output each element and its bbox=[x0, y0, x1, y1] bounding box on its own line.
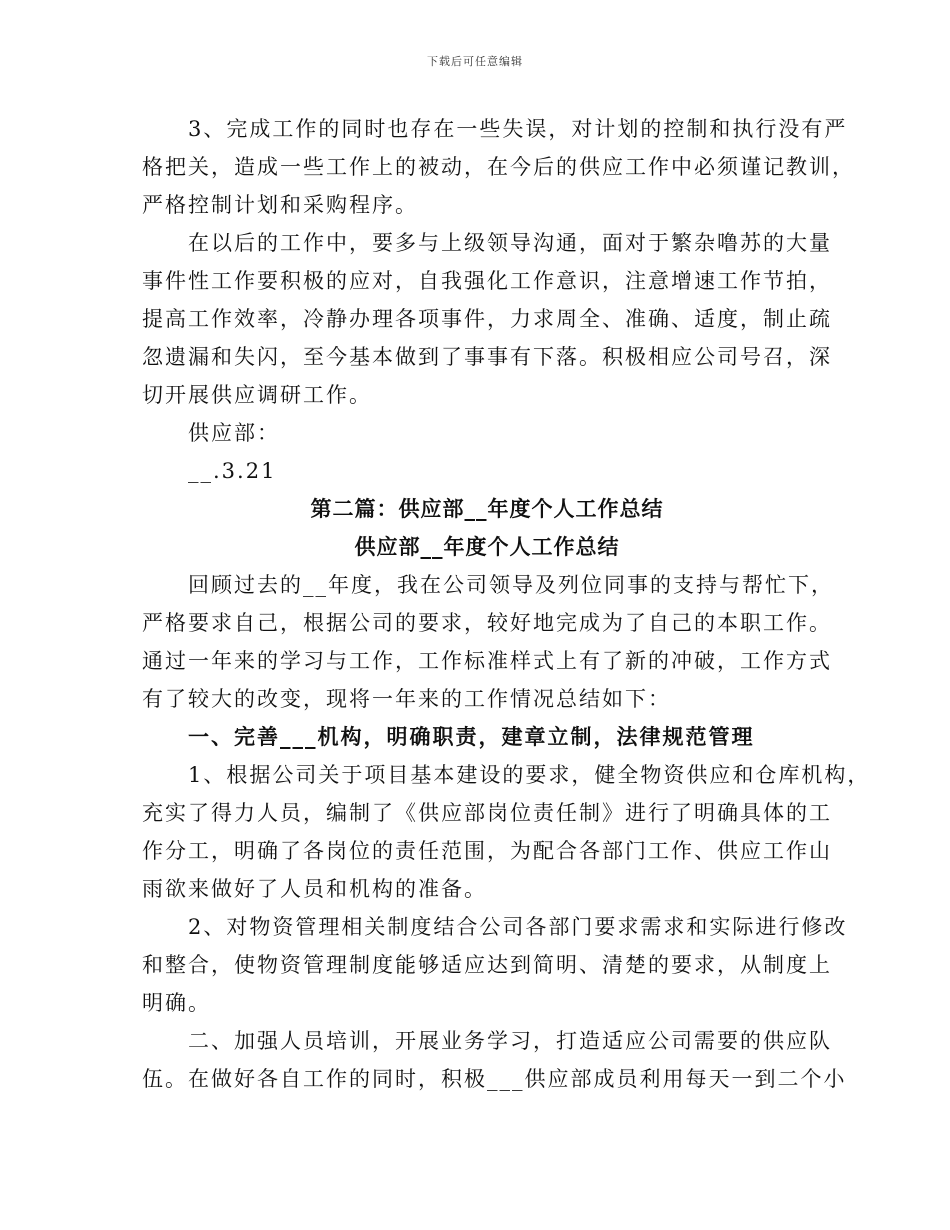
paragraph-line: 二、加强人员培训，开展业务学习，打造适应公司需要的供应队 bbox=[188, 1029, 832, 1053]
paragraph-line: 雨欲来做好了人员和机构的准备。 bbox=[142, 877, 487, 901]
section-title: 第二篇：供应部__年度个人工作总结 bbox=[310, 496, 664, 521]
paragraph-line: 事件性工作要积极的应对，自我强化工作意识，注意增速工作节拍， bbox=[142, 269, 832, 293]
paragraph-line: 明确。 bbox=[142, 991, 211, 1015]
signature-department: 供应部： bbox=[188, 421, 280, 445]
paragraph-line: 在以后的工作中，要多与上级领导沟通，面对于繁杂噜苏的大量 bbox=[188, 231, 832, 255]
paragraph-line: 回顾过去的__年度，我在公司领导及列位同事的支持与帮忙下， bbox=[188, 573, 834, 597]
paragraph-line: 充实了得力人员，编制了《供应部岗位责任制》进行了明确具体的工 bbox=[142, 801, 832, 825]
paragraph-line: 提高工作效率，冷静办理各项事件，力求周全、准确、适度，制止疏 bbox=[142, 307, 832, 331]
document-body bbox=[142, 110, 871, 1098]
paragraph-line: 格把关，造成一些工作上的被动，在今后的供应工作中必须谨记教训， bbox=[142, 155, 855, 179]
paragraph-line: 切开展供应调研工作。 bbox=[142, 383, 372, 407]
paragraph-line: 有了较大的改变，现将一年来的工作情况总结如下： bbox=[142, 687, 671, 711]
paragraph-line: 严格要求自己，根据公司的要求，较好地完成为了自己的本职工作。 bbox=[142, 611, 832, 635]
paragraph-line: 1、根据公司关于项目基本建设的要求，健全物资供应和仓库机构， bbox=[188, 763, 871, 787]
signature-date: __.3.21 bbox=[188, 459, 277, 483]
paragraph-line: 和整合，使物资管理制度能够适应达到简明、清楚的要求，从制度上 bbox=[142, 953, 832, 977]
paragraph-line: 伍。在做好各自工作的同时，积极___供应部成员利用每天一到二个小 bbox=[142, 1067, 847, 1091]
page-header: 下载后可任意编辑 bbox=[427, 55, 523, 68]
document-subtitle: 供应部__年度个人工作总结 bbox=[354, 534, 620, 559]
section-heading: 一、完善___机构，明确职责，建章立制，法律规范管理 bbox=[188, 724, 755, 749]
paragraph-line: 通过一年来的学习与工作，工作标准样式上有了新的冲破，工作方式 bbox=[142, 649, 832, 673]
paragraph-line: 严格控制计划和采购程序。 bbox=[142, 193, 418, 217]
paragraph-line: 忽遗漏和失闪，至今基本做到了事事有下落。积极相应公司号召，深 bbox=[142, 345, 832, 369]
paragraph-line: 2、对物资管理相关制度结合公司各部门要求需求和实际进行修改 bbox=[188, 915, 848, 939]
paragraph-line: 3、完成工作的同时也存在一些失误，对计划的控制和执行没有严 bbox=[188, 117, 848, 141]
paragraph-line: 作分工，明确了各岗位的责任范围，为配合各部门工作、供应工作山 bbox=[142, 839, 832, 863]
